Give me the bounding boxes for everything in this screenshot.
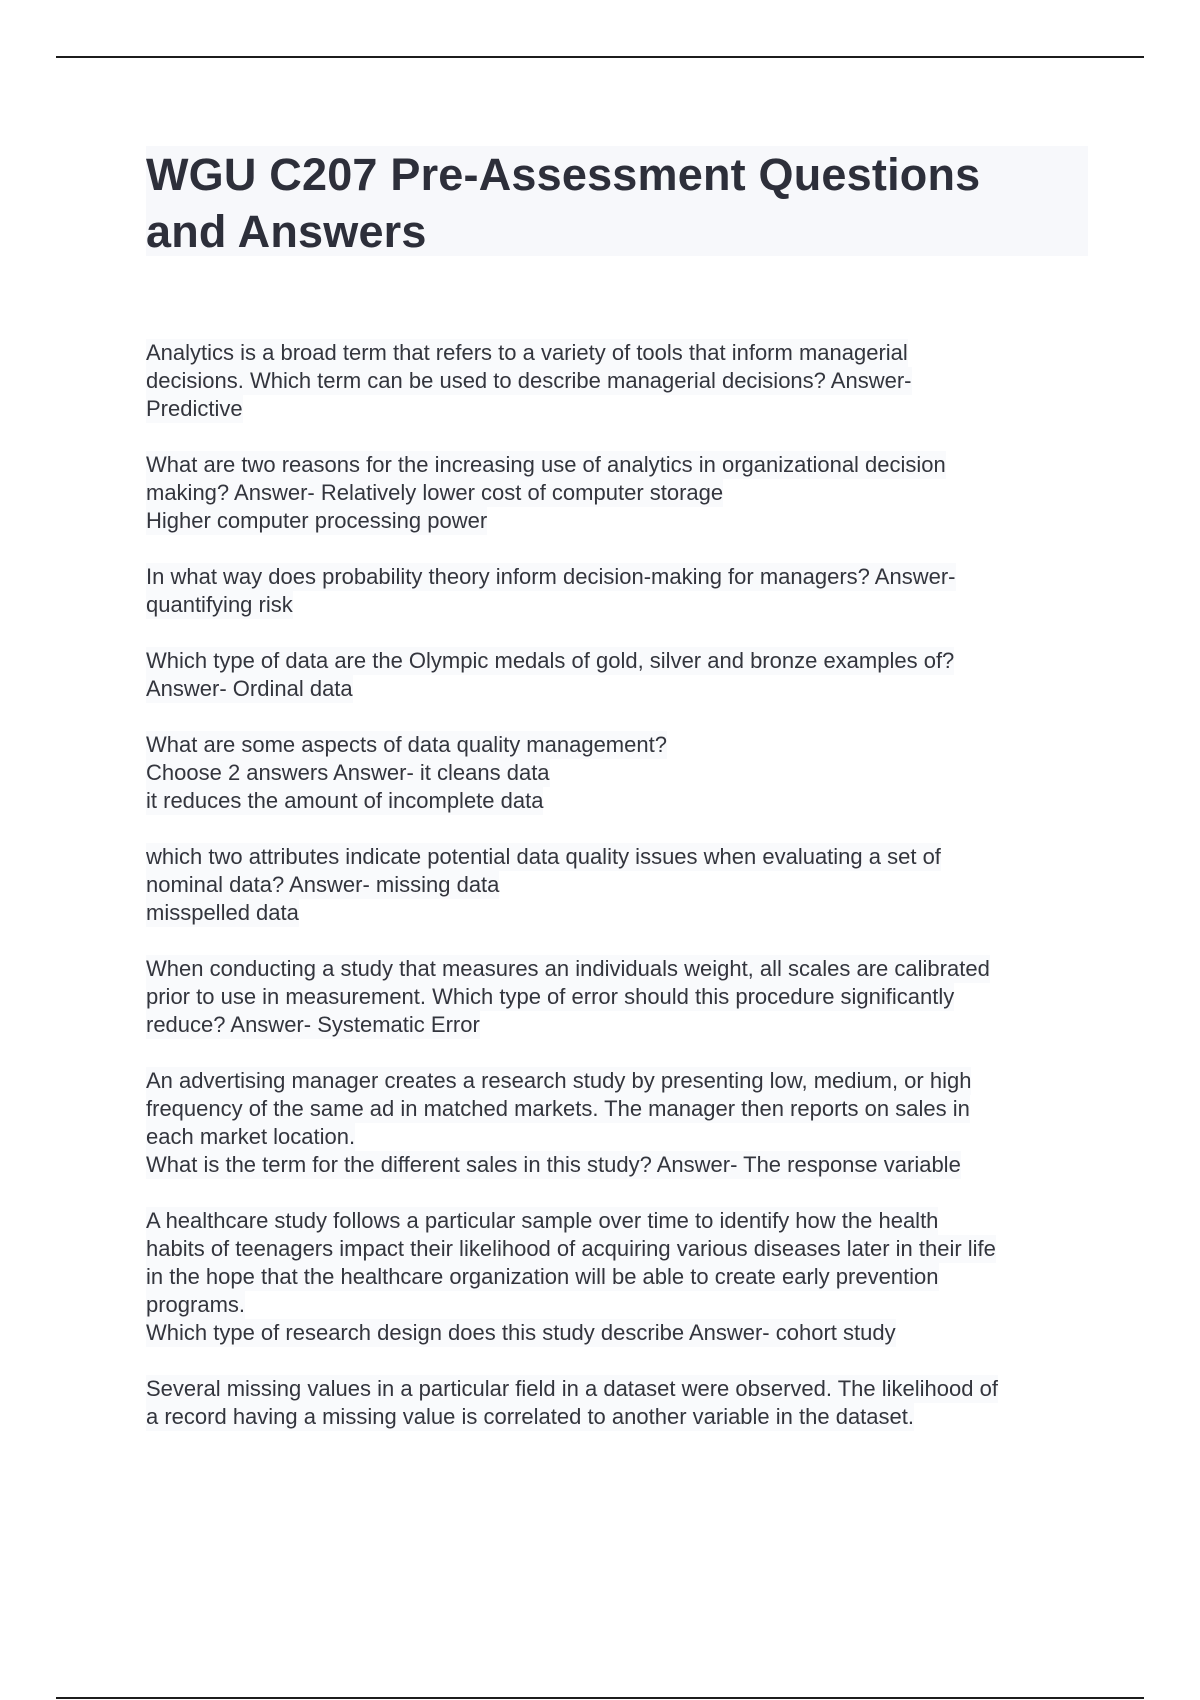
qa-line: making? Answer- Relatively lower cost of computer storage: [146, 480, 724, 505]
qa-line: What are some aspects of data quality management?: [146, 732, 667, 757]
qa-line: in the hope that the healthcare organization will be able to create early prevention: [146, 1264, 939, 1289]
qa-line: Several missing values in a particular field in a dataset were observed. The likelihood of: [146, 1376, 998, 1401]
qa-item-7: [146, 955, 1086, 1039]
qa-line: decisions. Which term can be used to describe managerial decisions? Answer-: [146, 368, 912, 393]
qa-line: When conducting a study that measures an individuals weight, all scales are calibrated: [146, 956, 990, 981]
qa-line: which two attributes indicate potential data quality issues when evaluating a set of: [146, 844, 941, 869]
bottom-rule: [56, 1697, 1144, 1699]
qa-line: it reduces the amount of incomplete data: [146, 788, 544, 813]
qa-line: What is the term for the different sales in this study? Answer- The response variable: [146, 1152, 961, 1177]
qa-line: a record having a missing value is correlated to another variable in the dataset.: [146, 1404, 914, 1429]
qa-line: Higher computer processing power: [146, 508, 488, 533]
qa-line: each market location.: [146, 1124, 356, 1149]
qa-line: nominal data? Answer- missing data: [146, 872, 500, 897]
qa-item-8: [146, 1067, 1086, 1179]
qa-item-5: [146, 731, 1086, 815]
qa-list: [146, 339, 1086, 1459]
top-rule: [56, 56, 1144, 58]
title-line-1: WGU C207 Pre-Assessment Questions: [146, 149, 981, 200]
qa-line: programs.: [146, 1292, 246, 1317]
qa-item-9: [146, 1207, 1086, 1347]
qa-item-4: [146, 647, 1086, 703]
title-line-2: and Answers: [146, 206, 427, 257]
qa-item-1: [146, 339, 1086, 423]
qa-line: What are two reasons for the increasing use of analytics in organizational decision: [146, 452, 946, 477]
page-title: [146, 146, 1076, 260]
qa-line: In what way does probability theory inform decision-making for managers? Answer-: [146, 564, 956, 589]
qa-line: quantifying risk: [146, 592, 293, 617]
qa-line: prior to use in measurement. Which type of error should this procedure significantly: [146, 984, 955, 1009]
qa-line: Which type of research design does this study describe Answer- cohort study: [146, 1320, 896, 1345]
qa-item-10: [146, 1375, 1086, 1431]
qa-line: Choose 2 answers Answer- it cleans data: [146, 760, 550, 785]
qa-line: Predictive: [146, 396, 243, 421]
qa-item-2: [146, 451, 1086, 535]
qa-line: reduce? Answer- Systematic Error: [146, 1012, 480, 1037]
qa-item-3: [146, 563, 1086, 619]
qa-line: frequency of the same ad in matched markets. The manager then reports on sales in: [146, 1096, 970, 1121]
qa-line: habits of teenagers impact their likelihood of acquiring various diseases later in their life: [146, 1236, 996, 1261]
qa-line: A healthcare study follows a particular sample over time to identify how the health: [146, 1208, 939, 1233]
qa-line: Analytics is a broad term that refers to a variety of tools that inform managerial: [146, 340, 908, 365]
qa-line: misspelled data: [146, 900, 299, 925]
qa-item-6: [146, 843, 1086, 927]
title-block: [146, 146, 1088, 256]
qa-line: Which type of data are the Olympic medals of gold, silver and bronze examples of?: [146, 648, 955, 673]
qa-line: An advertising manager creates a research study by presenting low, medium, or high: [146, 1068, 972, 1093]
qa-line: Answer- Ordinal data: [146, 676, 353, 701]
